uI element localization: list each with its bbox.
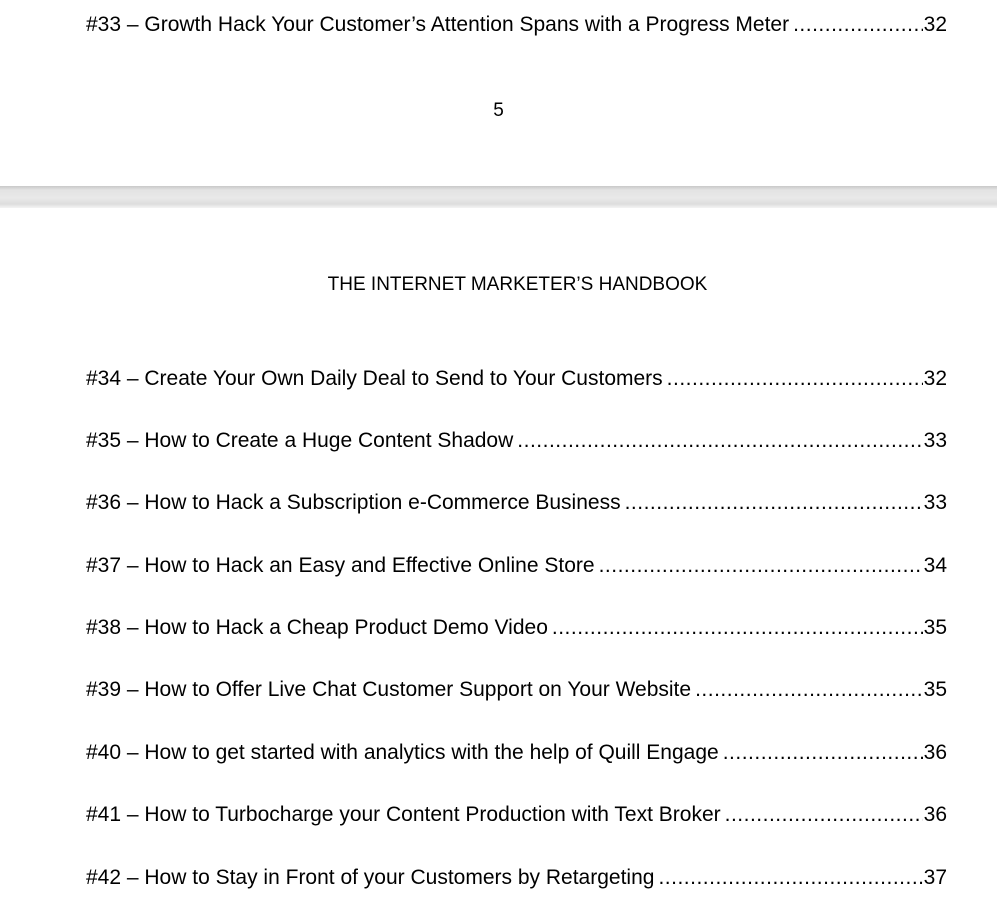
toc-entry-41[interactable] xyxy=(86,801,947,829)
toc-dot-leader xyxy=(695,676,923,704)
toc-entry-38[interactable] xyxy=(86,614,947,642)
toc-dot-leader xyxy=(725,801,923,829)
toc-dot-leader xyxy=(599,552,923,580)
document-page-top xyxy=(0,0,997,186)
toc-entry-37[interactable] xyxy=(86,552,947,580)
toc-dot-leader xyxy=(552,614,923,642)
toc-entry-title: #38 – How to Hack a Cheap Product Demo Video xyxy=(86,616,548,639)
toc-entry-title: #42 – How to Stay in Front of your Customers by Retargeting xyxy=(86,866,655,889)
toc-entry-page: 36 xyxy=(923,803,947,826)
toc-entry-39[interactable] xyxy=(86,676,947,704)
toc-entry-36[interactable] xyxy=(86,489,947,517)
document-page-bottom xyxy=(0,208,997,912)
toc-entry-page: 32 xyxy=(923,367,947,390)
toc-entry-page: 33 xyxy=(923,491,947,514)
toc-entry-page: 36 xyxy=(923,741,947,764)
toc-entry-title: #34 – Create Your Own Daily Deal to Send to Your Customers xyxy=(86,367,663,390)
toc-entry-33[interactable] xyxy=(86,11,947,39)
toc-entry-34[interactable] xyxy=(86,365,947,393)
toc-entry-title: #35 – How to Create a Huge Content Shadow xyxy=(86,429,514,452)
toc-entry-42[interactable] xyxy=(86,864,947,892)
toc-entry-page: 35 xyxy=(923,616,947,639)
page-number: 5 xyxy=(493,100,504,121)
toc-entry-title: #41 – How to Turbocharge your Content Production with Text Broker xyxy=(86,803,721,826)
toc-entry-page: 33 xyxy=(923,429,947,452)
toc-dot-leader xyxy=(625,489,923,517)
toc-dot-leader xyxy=(723,739,923,767)
toc-entry-title: #39 – How to Offer Live Chat Customer Support on Your Website xyxy=(86,678,692,701)
toc-dot-leader xyxy=(517,427,922,455)
toc-dot-leader xyxy=(658,864,922,892)
toc-dot-leader xyxy=(667,365,923,393)
running-header: THE INTERNET MARKETER’S HANDBOOK xyxy=(327,274,708,295)
toc-entry-page: 32 xyxy=(923,13,947,36)
toc-entry-page: 34 xyxy=(923,554,947,577)
toc-entry-title: #36 – How to Hack a Subscription e-Commerce Business xyxy=(86,491,621,514)
toc-entry-page: 35 xyxy=(923,678,947,701)
toc-entry-35[interactable] xyxy=(86,427,947,455)
toc-entry-title: #40 – How to get started with analytics with the help of Quill Engage xyxy=(86,741,719,764)
page-separator xyxy=(0,186,997,208)
toc-entry-title: #37 – How to Hack an Easy and Effective Online Store xyxy=(86,554,595,577)
toc-entry-page: 37 xyxy=(923,866,947,889)
toc-entry-40[interactable] xyxy=(86,739,947,767)
toc-entry-title: #33 – Growth Hack Your Customer’s Attention Spans with a Progress Meter xyxy=(86,13,790,36)
toc-dot-leader xyxy=(793,11,923,39)
